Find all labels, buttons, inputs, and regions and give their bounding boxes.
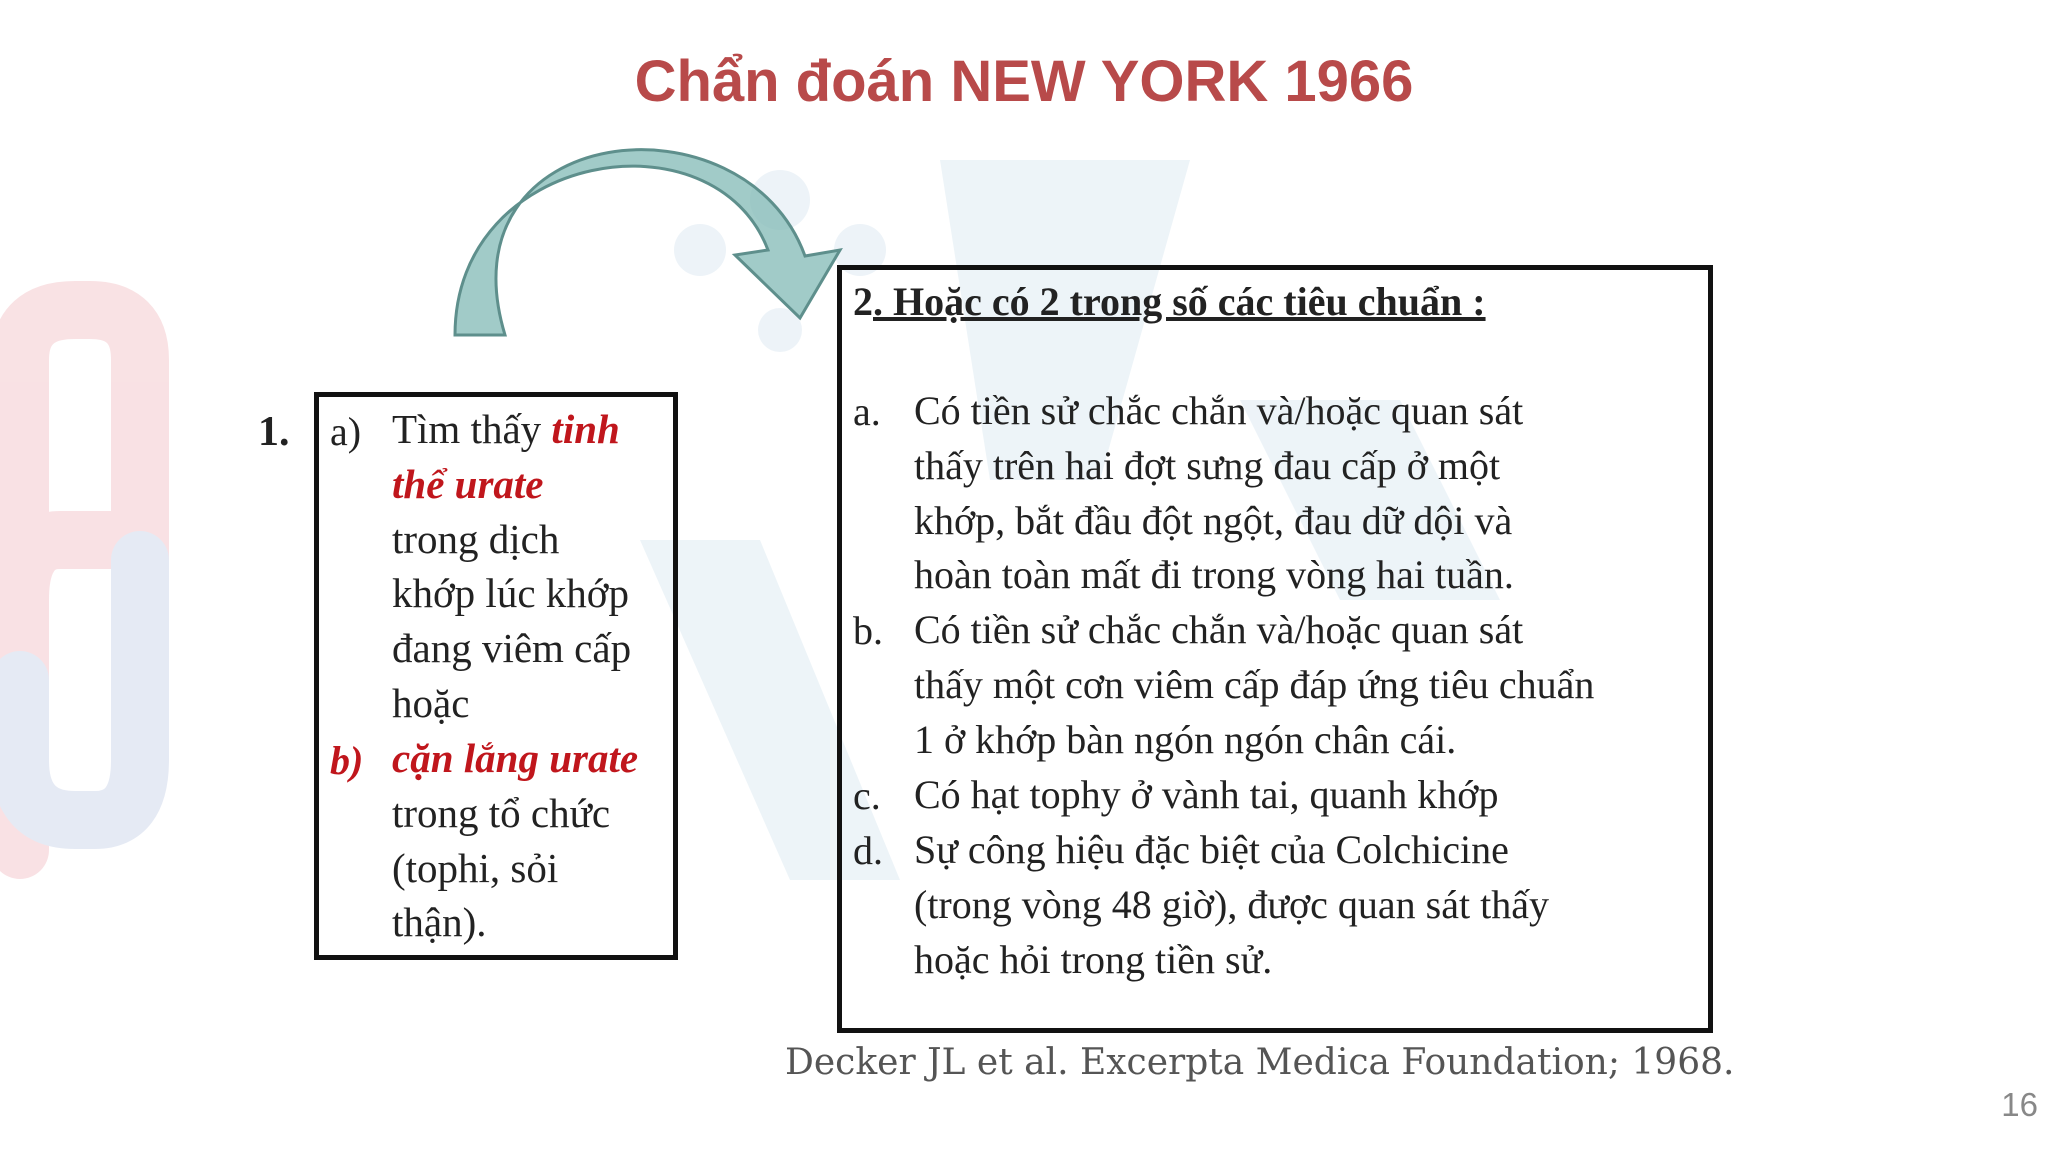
item-b-marker: b) — [330, 738, 364, 783]
criterion-2-heading-text: . Hoặc có 2 trong số các tiêu chuẩn : — [873, 279, 1486, 324]
criterion-2-heading-number: 2 — [853, 279, 873, 324]
item-b-line-2: trong tổ chức — [392, 790, 611, 836]
criterion-2-item-d-line: Sự công hiệu đặc biệt của Colchicine — [914, 827, 1509, 872]
criterion-2-item-d-line: (trong vòng 48 giờ), được quan sát thấy — [914, 881, 1549, 927]
criterion-2-item-d-text — [914, 823, 1704, 987]
item-a-line-5: đang viêm cấp — [392, 625, 632, 671]
criterion-2-item-a-marker: a. — [853, 389, 881, 434]
criterion-2-item-d-marker: d. — [853, 828, 883, 873]
criterion-2-item-a-line: Có tiền sử chắc chắn và/hoặc quan sát — [914, 388, 1524, 433]
criterion-2-item-b-text — [914, 603, 1704, 767]
page-number: 16 — [2001, 1086, 2038, 1123]
item-a-line-6: hoặc — [392, 680, 470, 726]
criterion-2-item-c-marker: c. — [853, 773, 881, 818]
item-b-line-4: thận). — [392, 899, 487, 945]
criterion-2-item-a-line: khớp, bắt đầu đột ngột, đau dữ dội và — [914, 497, 1513, 543]
item-b-line-3: (tophi, sỏi — [392, 845, 559, 891]
criterion-2-item-a-text — [914, 384, 1704, 603]
criterion-2-item-b-line: 1 ở khớp bàn ngón ngón chân cái. — [914, 716, 1457, 762]
criterion-2-heading — [853, 278, 1486, 325]
item-a-line-4: khớp lúc khớp — [392, 570, 629, 616]
item-a-line-1-emphasis: tinh — [551, 406, 620, 452]
item-a-marker: a) — [330, 409, 362, 454]
item-a-line-1-plain: Tìm thấy — [392, 406, 552, 452]
citation: Decker JL et al. Excerpta Medica Foundation; 1968. — [785, 1042, 1735, 1083]
criterion-2-item-b-line: thấy một cơn viêm cấp đáp ứng tiêu chuẩn — [914, 661, 1595, 707]
item-a-line-2-emphasis: thể urate — [392, 461, 544, 507]
criterion-2-item-c-text — [914, 768, 1704, 823]
criterion-2-item-b-line: Có tiền sử chắc chắn và/hoặc quan sát — [914, 607, 1524, 652]
criterion-2-item-c-line: Có hạt tophy ở vành tai, quanh khớp — [914, 772, 1499, 817]
slide-title: Chẩn đoán NEW YORK 1966 — [634, 49, 1414, 114]
item-b-line-1-emphasis: cặn lắng urate — [392, 735, 639, 781]
item-a-line-3: trong dịch — [392, 516, 560, 562]
criterion-1-number: 1. — [258, 409, 290, 455]
criterion-2-item-d-line: hoặc hỏi trong tiền sử. — [914, 936, 1273, 982]
criterion-2-item-a-line: thấy trên hai đợt sưng đau cấp ở một — [914, 442, 1501, 488]
item-a-line-1 — [392, 402, 620, 457]
criterion-2-item-b-marker: b. — [853, 608, 883, 653]
criterion-2-item-a-line: hoàn toàn mất đi trong vòng hai tuần. — [914, 552, 1514, 598]
